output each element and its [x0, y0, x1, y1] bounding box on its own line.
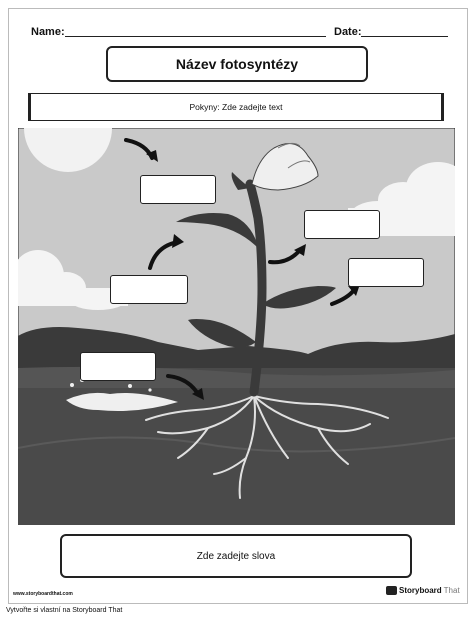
label-box-water[interactable] [80, 352, 156, 381]
worksheet-title[interactable]: Název fotosyntézy [106, 46, 368, 82]
label-box-oxygen[interactable] [304, 210, 380, 239]
instructions-box[interactable]: Pokyny: Zde zadejte text [28, 93, 444, 121]
name-label: Name: [31, 26, 65, 38]
photosynthesis-scene [18, 128, 455, 525]
label-box-glucose[interactable] [348, 258, 424, 287]
date-label: Date: [334, 26, 362, 38]
date-field-line[interactable] [361, 36, 448, 37]
brand-suffix: That [443, 586, 460, 595]
storyboard-logo-icon [386, 586, 397, 595]
footer-caption[interactable]: Vytvořte si vlastní na Storyboard That [6, 607, 123, 614]
storyboard-brand [386, 586, 460, 595]
name-field-line[interactable] [65, 36, 326, 37]
word-bank-box[interactable]: Zde zadejte slova [60, 534, 412, 578]
label-box-carbon-dioxide[interactable] [110, 275, 188, 304]
label-box-sunlight[interactable] [140, 175, 216, 204]
footer-url: www.storyboardthat.com [13, 591, 73, 597]
scene-illustration [18, 128, 455, 525]
brand-name: Storyboard [399, 586, 442, 595]
